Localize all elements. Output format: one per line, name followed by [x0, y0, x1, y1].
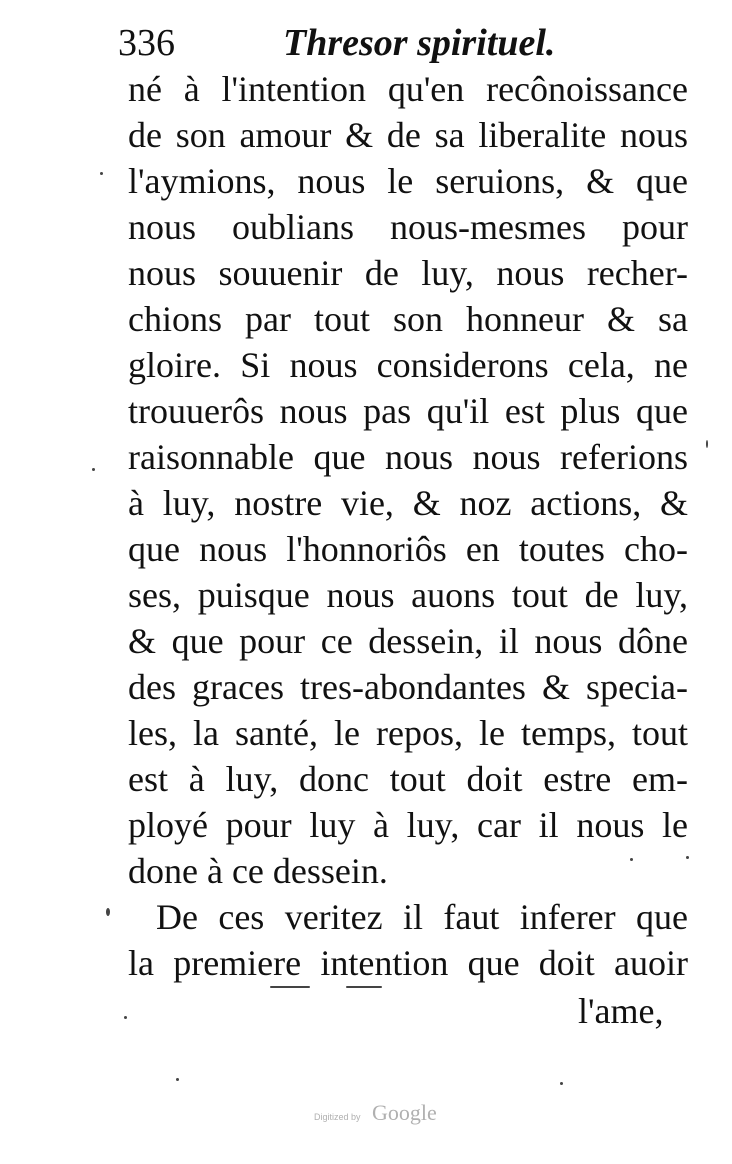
text-line: l'aymions, nous le seruions, & que — [128, 161, 688, 201]
ink-speck — [630, 858, 633, 861]
ink-speck — [346, 986, 382, 988]
ink-speck — [270, 986, 310, 988]
text-line: est à luy, donc tout doit estre em- — [128, 759, 688, 799]
ink-speck — [706, 440, 708, 448]
ink-speck — [176, 1078, 179, 1081]
text-line: les, la santé, le repos, le temps, tout — [128, 713, 688, 753]
ink-speck — [560, 1082, 563, 1085]
ink-speck — [124, 1016, 127, 1019]
text-line: à luy, nostre vie, & noz actions, & — [128, 483, 688, 523]
ink-speck — [106, 908, 110, 916]
ink-speck — [686, 856, 689, 859]
text-line: que nous l'honnoriôs en toutes cho- — [128, 529, 688, 569]
text-line: ses, puisque nous auons tout de luy, — [128, 575, 688, 615]
page-number: 336 — [118, 22, 175, 64]
text-line: né à l'intention qu'en recônoissance — [128, 69, 688, 109]
text-line: De ces veritez il faut inferer que — [156, 897, 688, 937]
running-title: Thresor spirituel. — [283, 22, 556, 64]
text-line: nous oublians nous-mesmes pour — [128, 207, 688, 247]
watermark-brand: Google — [372, 1100, 437, 1125]
text-line: des graces tres-abondantes & specia- — [128, 667, 688, 707]
text-line: chions par tout son honneur & sa — [128, 299, 688, 339]
text-line: trouuerôs nous pas qu'il est plus que — [128, 391, 688, 431]
text-line: nous souuenir de luy, nous recher- — [128, 253, 688, 293]
ink-speck — [100, 172, 103, 175]
text-line: & que pour ce dessein, il nous dône — [128, 621, 688, 661]
text-line: de son amour & de sa liberalite nous — [128, 115, 688, 155]
text-line: done à ce dessein. — [128, 851, 388, 891]
ink-speck — [92, 468, 95, 471]
digitization-watermark — [314, 1100, 474, 1130]
text-line: ployé pour luy à luy, car il nous le — [128, 805, 688, 845]
watermark-prefix: Digitized by — [314, 1112, 361, 1122]
text-line: gloire. Si nous considerons cela, ne — [128, 345, 688, 385]
page-header — [118, 18, 558, 68]
catchword: l'ame, — [578, 991, 664, 1031]
text-line: la premiere intention que doit auoir — [128, 943, 688, 983]
text-line: raisonnable que nous nous referions — [128, 437, 688, 477]
body-text — [128, 66, 688, 986]
